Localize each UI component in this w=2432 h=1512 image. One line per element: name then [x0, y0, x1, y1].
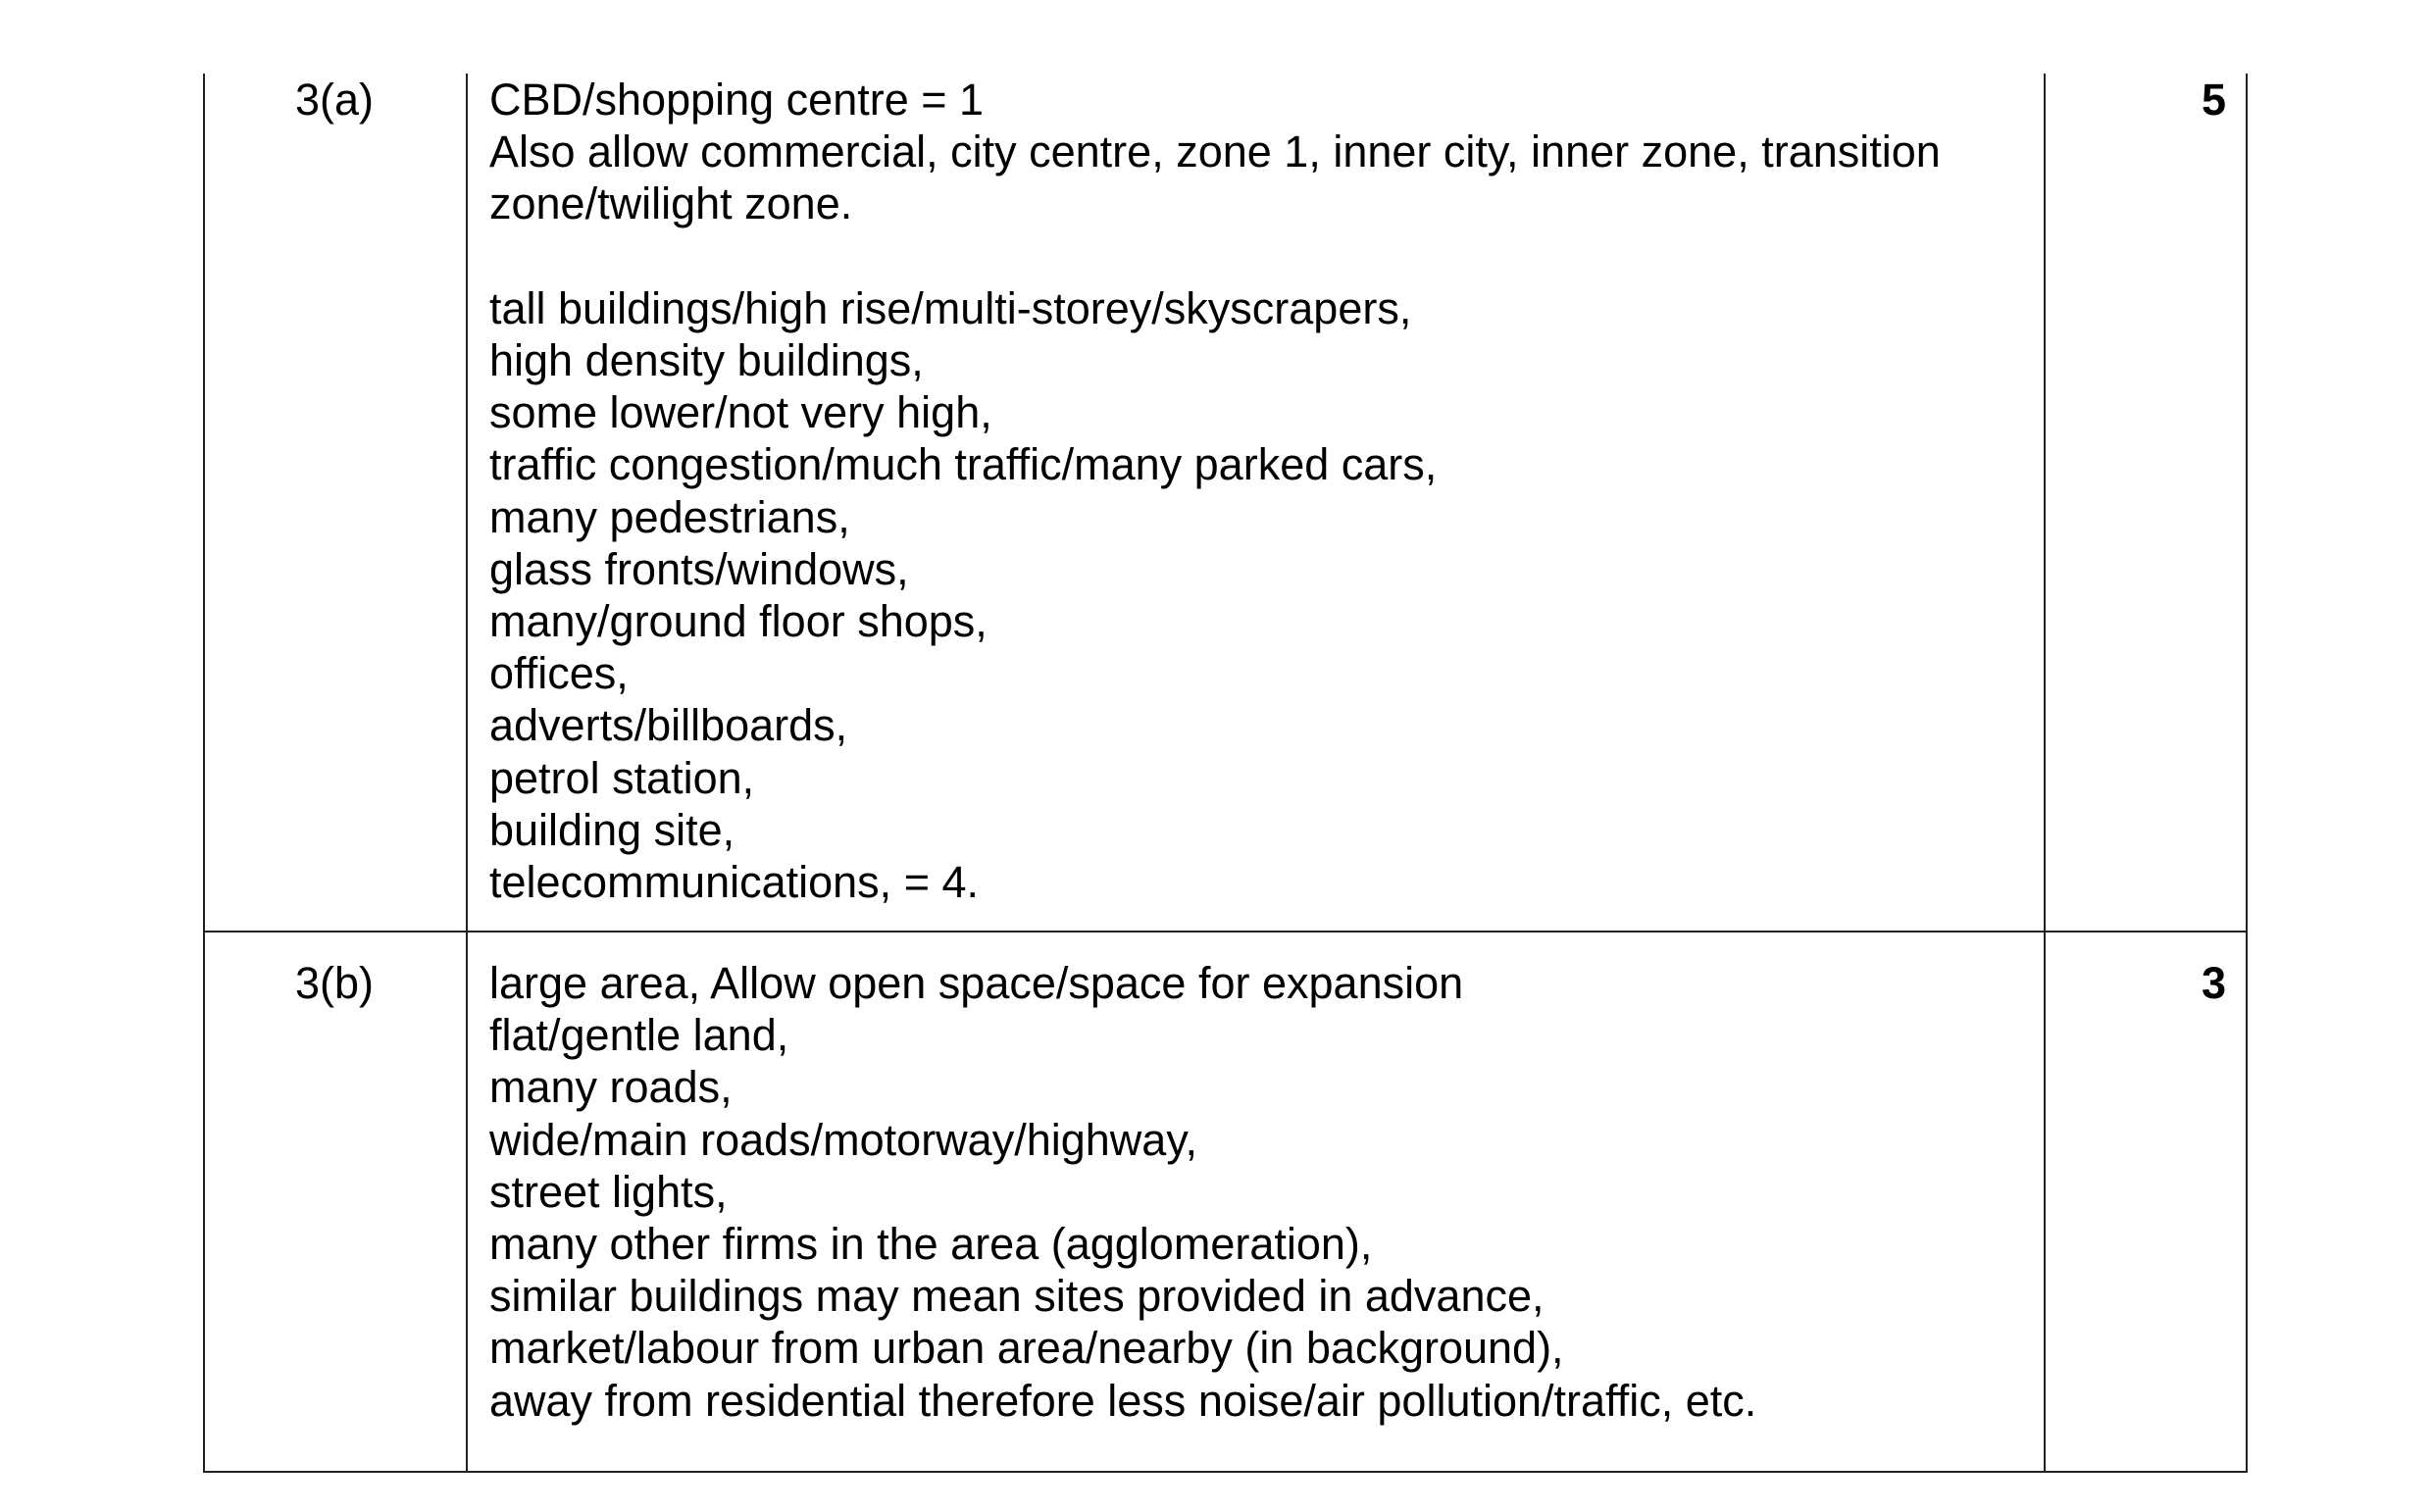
marks-value: 3	[2045, 932, 2247, 1472]
answer-point: street lights,	[489, 1166, 728, 1217]
answer-point: many other firms in the area (agglomeration),	[489, 1219, 1373, 1270]
marks-value: 5	[2045, 74, 2247, 932]
answer-point: offices,	[489, 648, 629, 699]
answer-line: zone/twilight zone.	[489, 178, 853, 229]
answer-cell	[467, 932, 2045, 1472]
mark-scheme-row-3b	[204, 932, 2247, 1472]
mark-scheme-table	[203, 74, 2248, 1473]
answer-point: telecommunications, = 4.	[489, 857, 979, 908]
answer-point: petrol station,	[489, 752, 755, 803]
answer-point: away from residential therefore less noise/air pollution/traffic, etc.	[489, 1375, 1757, 1426]
answer-point: building site,	[489, 804, 735, 855]
answer-point: many pedestrians,	[489, 491, 850, 542]
answer-point: wide/main roads/motorway/highway,	[489, 1114, 1197, 1165]
answer-cell	[467, 74, 2045, 932]
answer-line: CBD/shopping centre = 1	[489, 75, 985, 125]
question-number: 3(b)	[204, 932, 467, 1472]
answer-point: high density buildings,	[489, 335, 924, 385]
answer-point: many roads,	[489, 1062, 733, 1113]
mark-scheme-row-3a	[204, 74, 2247, 932]
answer-point: market/labour from urban area/nearby (in background),	[489, 1323, 1564, 1374]
answer-point: tall buildings/high rise/multi-storey/skyscrapers,	[489, 282, 1412, 333]
answer-point: flat/gentle land,	[489, 1010, 789, 1061]
answer-point: glass fronts/windows,	[489, 543, 909, 594]
question-number: 3(a)	[204, 74, 467, 932]
answer-point: traffic congestion/much traffic/many parked cars,	[489, 439, 1438, 490]
answer-point: many/ground floor shops,	[489, 596, 988, 647]
answer-line: Also allow commercial, city centre, zone 1, inner city, inner zone, transition	[489, 126, 1941, 177]
answer-point: some lower/not very high,	[489, 387, 992, 438]
paragraph-gap	[489, 230, 2004, 282]
answer-point: similar buildings may mean sites provided in advance,	[489, 1271, 1545, 1322]
answer-point: large area, Allow open space/space for expansion	[489, 958, 1464, 1008]
answer-point: adverts/billboards,	[489, 700, 848, 751]
